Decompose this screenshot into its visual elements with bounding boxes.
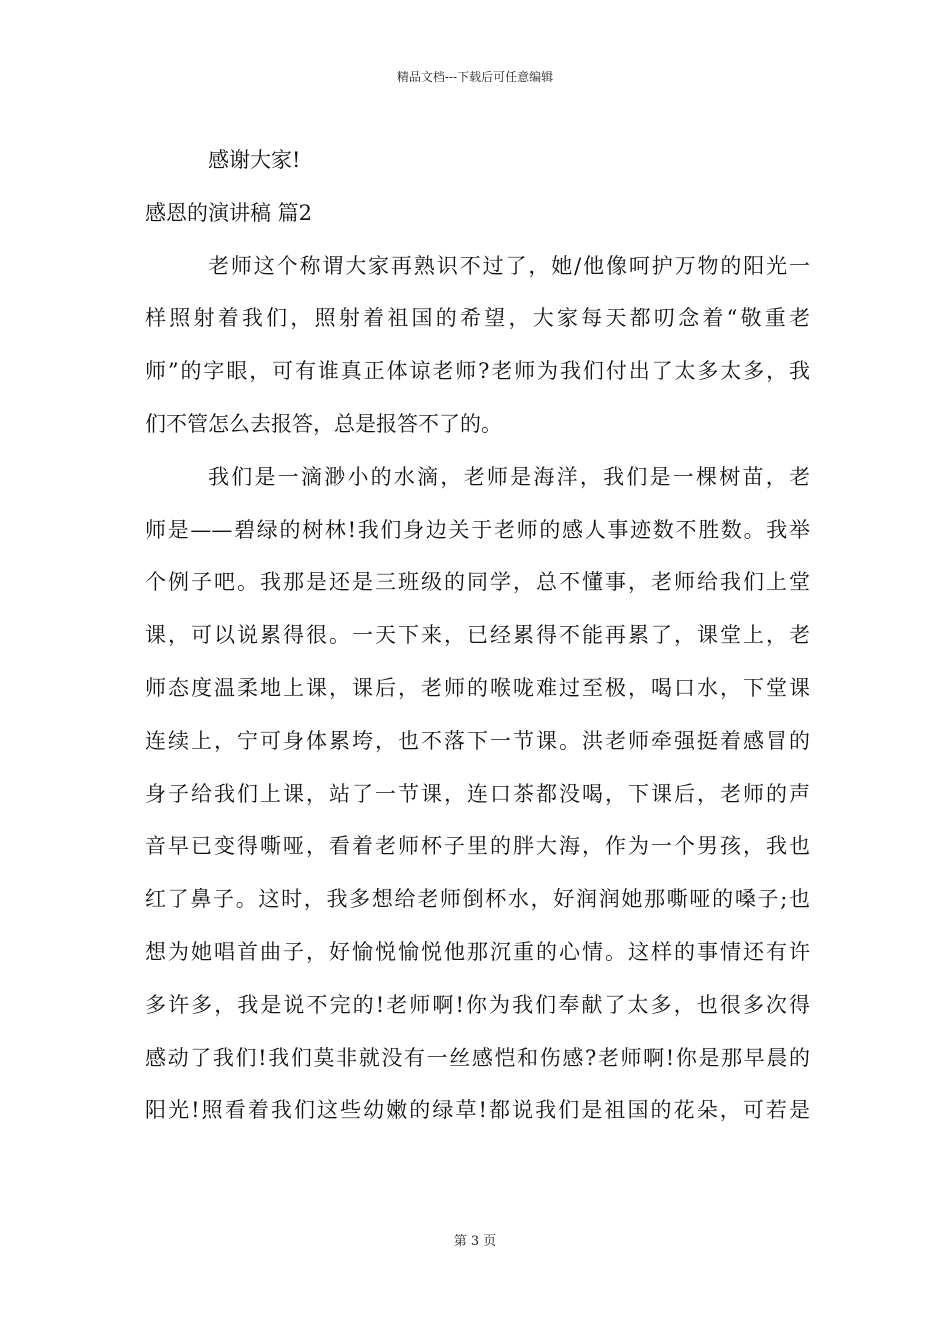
- paragraph-line: 感动了我们!我们莫非就没有一丝感恺和伤感?老师啊!你是那早晨的: [145, 1045, 810, 1070]
- paragraph-line: 师是——碧绿的树林!我们身边关于老师的感人事迹数不胜数。我举: [145, 517, 810, 542]
- paragraph-line: 师”的字眼，可有谁真正体谅老师?老师为我们付出了太多太多，我: [145, 359, 810, 384]
- paragraph-line: 个例子吧。我那是还是三班级的同学，总不懂事，老师给我们上堂: [145, 570, 810, 595]
- closing-line: 感谢大家!: [208, 148, 301, 172]
- paragraph-line: 老师这个称谓大家再熟识不过了，她/他像呵护万物的阳光一: [208, 253, 810, 278]
- paragraph-line: 师态度温柔地上课，课后，老师的喉咙难过至极，喝口水，下堂课: [145, 675, 810, 700]
- page-header: 精品文档---下载后可任意编辑: [396, 70, 554, 84]
- section-title: 感恩的演讲稿 篇2: [145, 200, 313, 225]
- paragraph-line: 我们是一滴渺小的水滴，老师是海洋，我们是一棵树苗，老: [208, 464, 810, 489]
- paragraph-line: 红了鼻子。这时，我多想给老师倒杯水，好润润她那嘶哑的嗓子;也: [145, 887, 810, 912]
- paragraph-line: 们不管怎么去报答，总是报答不了的。: [145, 411, 502, 436]
- paragraph-line: 多许多，我是说不完的!老师啊!你为我们奉献了太多，也很多次得: [145, 992, 810, 1017]
- paragraph-line: 想为她唱首曲子，好愉悦愉悦他那沉重的心情。这样的事情还有许: [145, 939, 810, 964]
- paragraph-line: 阳光!照看着我们这些幼嫩的绿草!都说我们是祖国的花朵，可若是: [145, 1098, 810, 1123]
- paragraph-1: [145, 240, 810, 451]
- paragraph-2: [145, 451, 810, 1137]
- document-body: [145, 134, 810, 1137]
- paragraph-line: 连续上，宁可身体累垮，也不落下一节课。洪老师牵强挺着感冒的: [145, 728, 810, 753]
- page-footer: 第 3 页: [453, 1234, 497, 1249]
- paragraph-line: 身子给我们上课，站了一节课，连口茶都没喝，下课后，老师的声: [145, 781, 810, 806]
- paragraph-line: 样照射着我们，照射着祖国的希望，大家每天都叨念着“敬重老: [145, 306, 810, 331]
- paragraph-line: 课，可以说累得很。一天下来，已经累得不能再累了，课堂上，老: [145, 623, 810, 648]
- paragraph-line: 音早已变得嘶哑，看着老师杯子里的胖大海，作为一个男孩，我也: [145, 834, 810, 859]
